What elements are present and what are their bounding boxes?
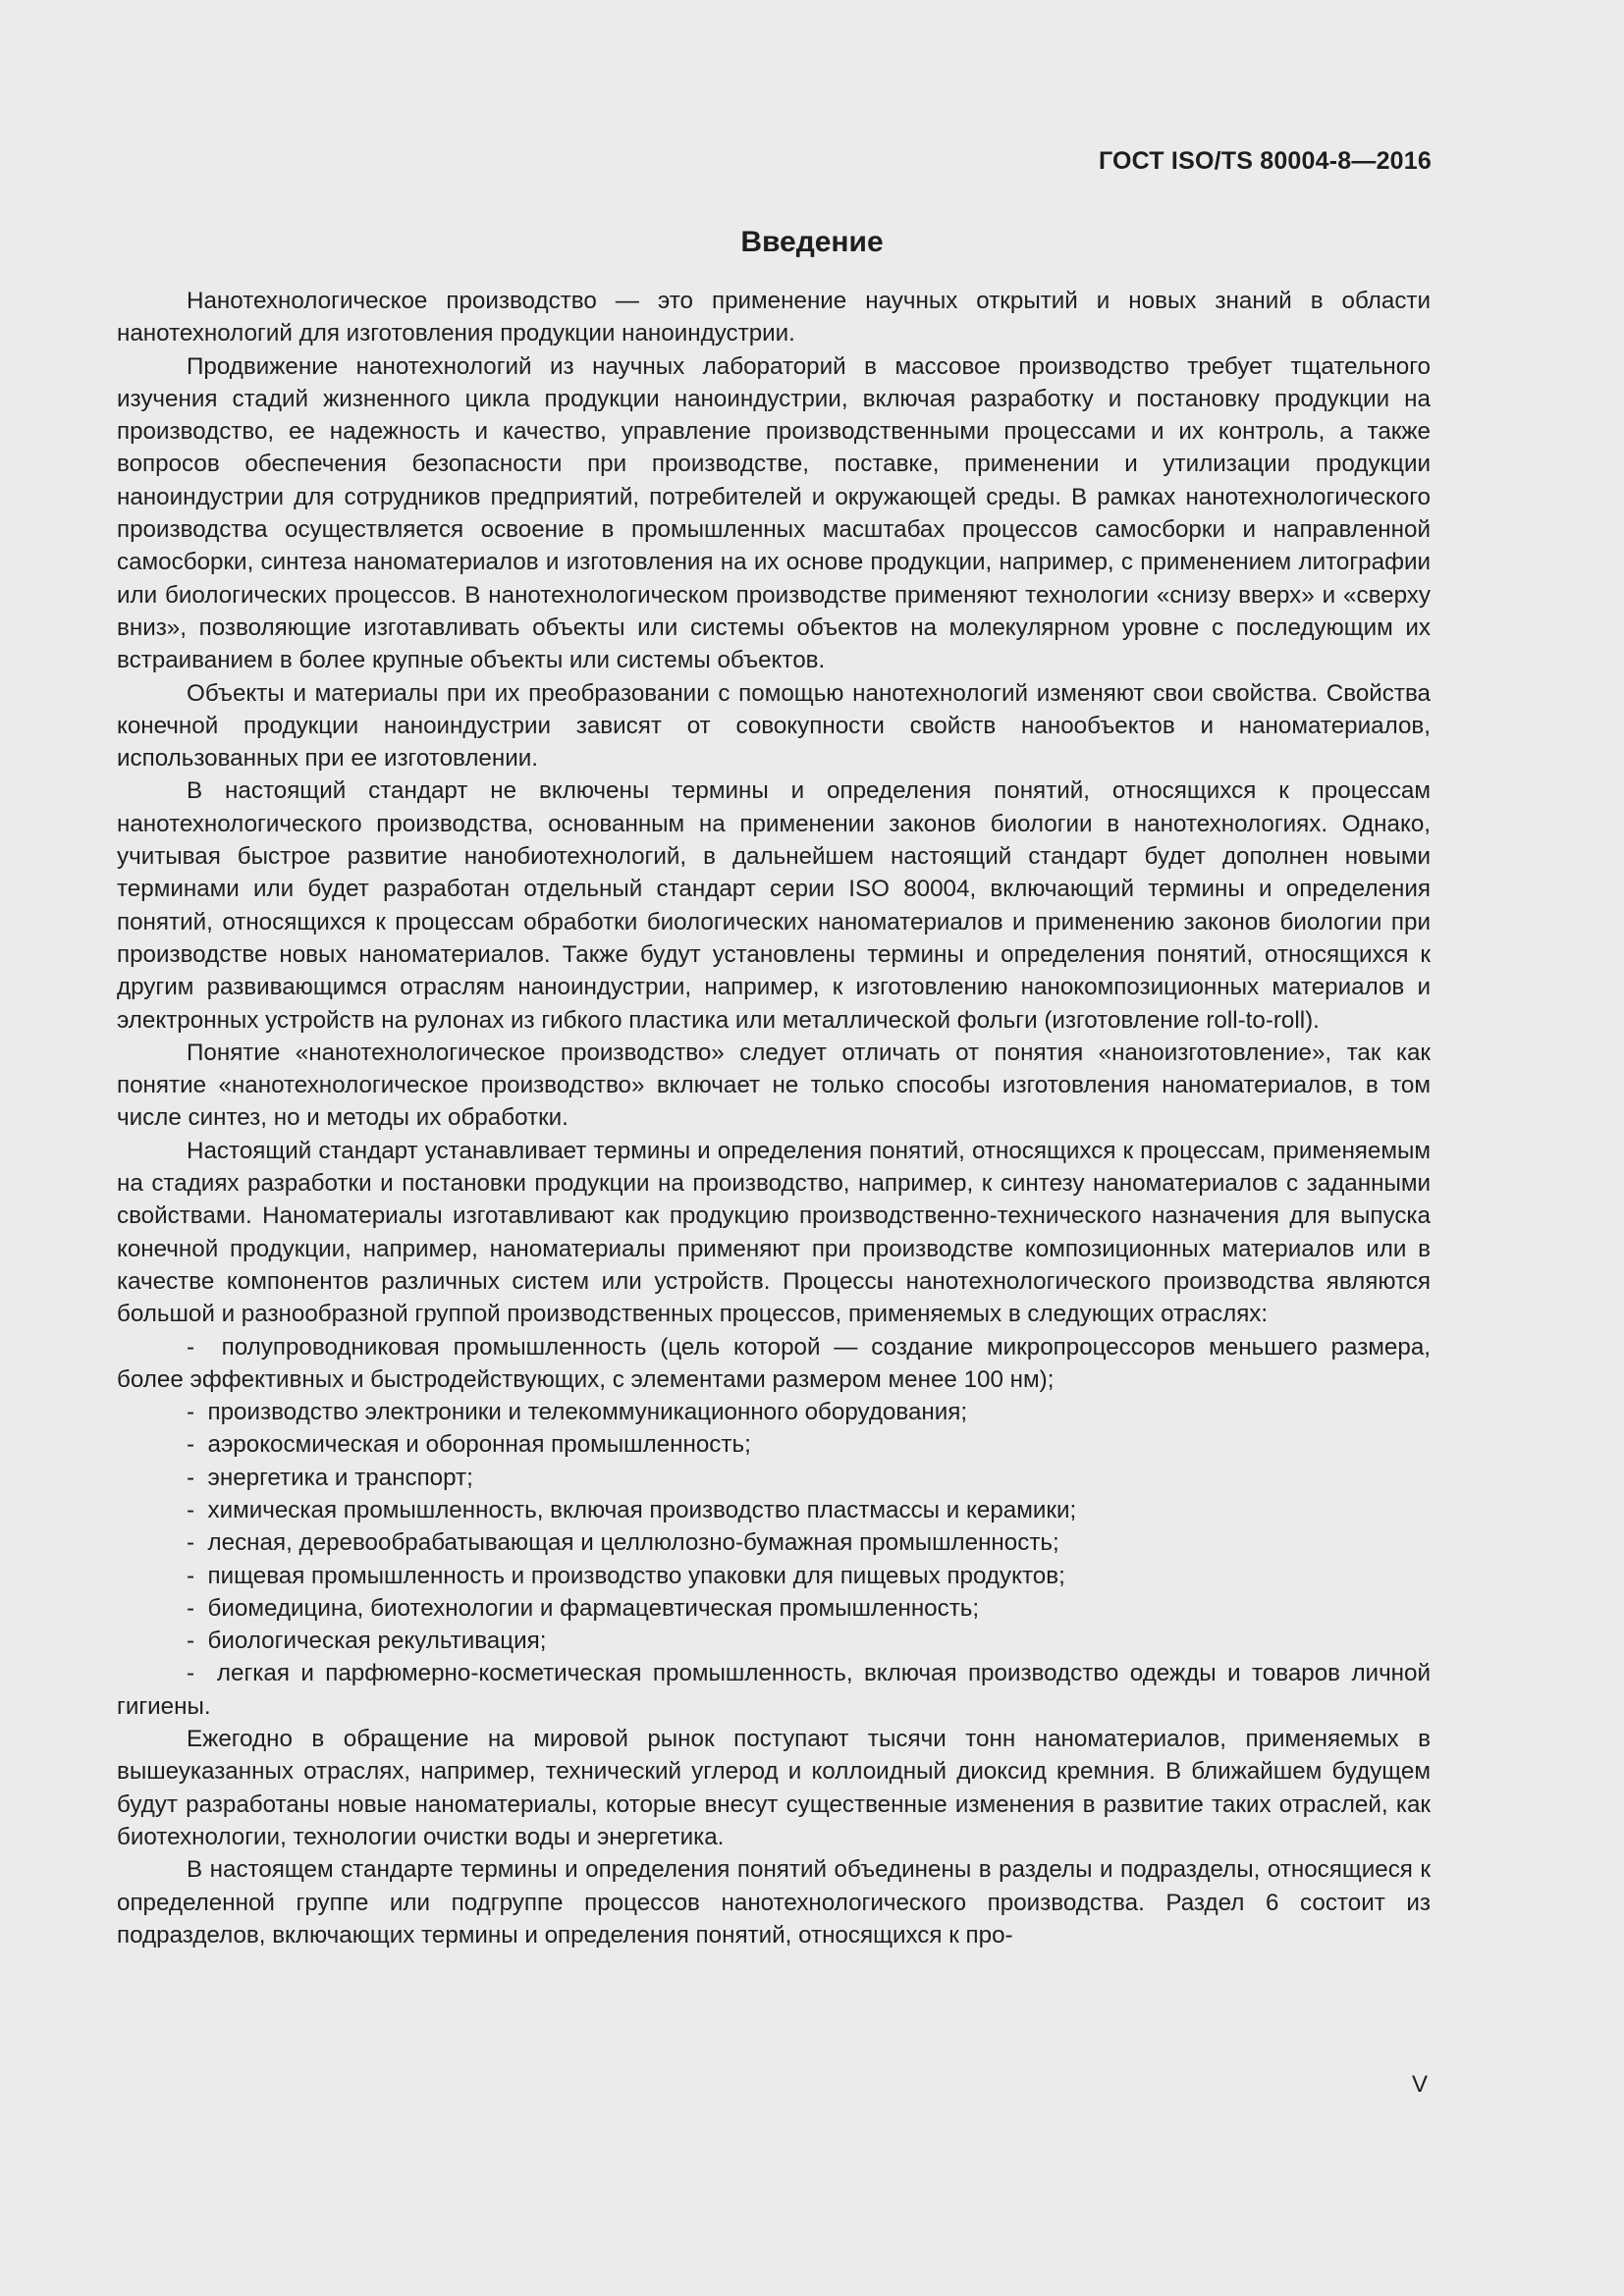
list-item: - лесная, деревообрабатывающая и целлюлозно-бумажная промышленность; [117,1526,1431,1559]
paragraph: Продвижение нанотехнологий из научных лабораторий в массовое производство требует тщательного изучения стадий жизненного цикла продукции наноиндустрии, включая разработку и постановку продукции на производство, ее надежность и качество, управление производственными процессами и их контроль, а также вопросов обеспечения безопасности при производстве, поставке, применении и утилизации продукции наноиндустрии для сотрудников предприятий, потребителей и окружающей среды. В рамках нанотехнологического производства осуществляется освоение в промышленных масштабах процессов самосборки и направленной самосборки, синтеза наноматериалов и изготовления на их основе продукции, например, с применением литографии или биологических процессов. В нанотехнологическом производстве применяют технологии «снизу вверх» и «сверху вниз», позволяющие изготавливать объекты или системы объектов на молекулярном уровне с последующим их встраиванием в более крупные объекты или системы объектов. [117,352,1431,674]
industries-list [117,1331,1431,1724]
list-item: - производство электроники и телекоммуникационного оборудования; [117,1396,1431,1428]
paragraph: Ежегодно в обращение на мировой рынок поступают тысячи тонн наноматериалов, применяемых в вышеуказанных отраслях, например, технический углерод и коллоидный диоксид кремния. В ближайшем будущем будут разработаны новые наноматериалы, которые внесут существенные изменения в развитие таких отраслей, как биотехнологии, технологии очистки воды и энергетика. [117,1726,1431,1850]
list-item: - аэрокосмическая и оборонная промышленность; [117,1428,1431,1461]
paragraph: В настоящем стандарте термины и определения понятий объединены в разделы и подразделы, относящиеся к определенной группе или подгруппе процессов нанотехнологического производства. Раздел 6 состоит из подразделов, включающих термины и определения понятий, относящихся к про- [117,1856,1431,1949]
document-code: ГОСТ ISO/TS 80004-8—2016 [1098,147,1432,175]
list-item: - биологическая рекультивация; [117,1625,1431,1657]
paragraph: Настоящий стандарт устанавливает термины и определения понятий, относящихся к процессам, применяемым на стадиях разработки и постановки продукции на производство, например, к синтезу наноматериалов с заданными свойствами. Наноматериалы изготавливают как продукцию производственно-технического назначения для выпуска конечной продукции, например, наноматериалы применяют при производстве композиционных материалов или в качестве компонентов различных систем или устройств. Процессы нанотехнологического производства являются большой и разнообразной группой производственных процессов, применяемых в следующих отраслях: [117,1137,1431,1328]
list-item: - биомедицина, биотехнологии и фармацевтическая промышленность; [117,1592,1431,1625]
list-item: - пищевая промышленность и производство упаковки для пищевых продуктов; [117,1560,1431,1592]
paragraph: В настоящий стандарт не включены термины и определения понятий, относящихся к процессам нанотехнологического производства, основанным на применении законов биологии в нанотехнологиях. Однако, учитывая быстрое развитие нанобиотехнологий, в дальнейшем настоящий стандарт будет дополнен новыми терминами или будет разработан отдельный стандарт серии ISO 80004, включающий термины и определения понятий, относящихся к процессам обработки биологических наноматериалов и применению законов биологии при производстве новых наноматериалов. Также будут установлены термины и определения понятий, относящихся к другим развивающимся отраслям наноиндустрии, например, к изготовлению нанокомпозиционных материалов и электронных устройств на рулонах из гибкого пластика или металлической фольги (изготовление roll-to-roll). [117,777,1431,1034]
page-number: V [1411,2071,1428,2098]
document-body [117,285,1431,1951]
paragraph: Понятие «нанотехнологическое производство» следует отличать от понятия «наноизготовление», так как понятие «нанотехнологическое производство» включает не только способы изготовления наноматериалов, в том числе синтез, но и методы их обработки. [117,1039,1431,1132]
list-item: - полупроводниковая промышленность (цель которой — создание микропроцессоров меньшего размера, более эффективных и быстродействующих, с элементами размером менее 100 нм); [117,1331,1431,1397]
list-item: - химическая промышленность, включая производство пластмассы и керамики; [117,1494,1431,1526]
list-item: - энергетика и транспорт; [117,1462,1431,1494]
list-item: - легкая и парфюмерно-косметическая промышленность, включая производство одежды и товаров личной гигиены. [117,1657,1431,1723]
page-title: Введение [740,226,884,258]
paragraph: Нанотехнологическое производство — это применение научных открытий и новых знаний в области нанотехнологий для изготовления продукции наноиндустрии. [117,288,1431,347]
paragraph: Объекты и материалы при их преобразовании с помощью нанотехнологий изменяют свои свойства. Свойства конечной продукции наноиндустрии зависят от совокупности свойств нанообъектов и наноматериалов, использованных при ее изготовлении. [117,679,1431,773]
